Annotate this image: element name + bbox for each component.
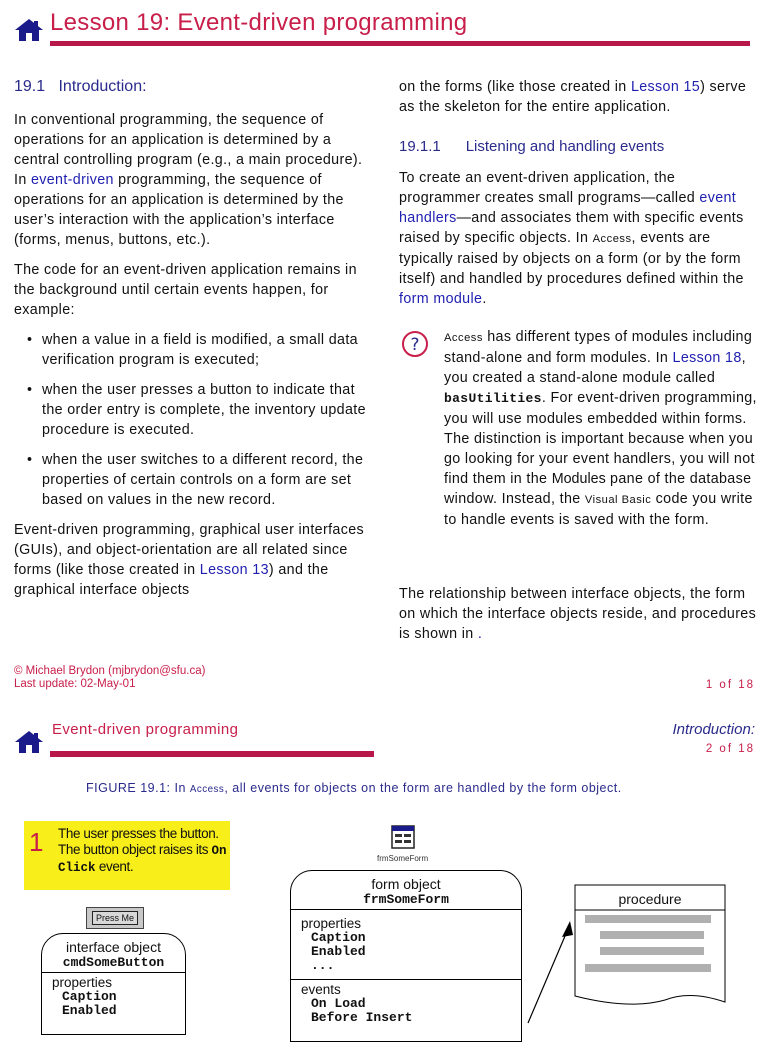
page-title: Lesson 19: Event-driven programming <box>50 9 468 36</box>
lesson-13-link[interactable]: Lesson 13 <box>199 562 269 578</box>
interface-object-box <box>41 933 186 1035</box>
skeleton-paragraph: on the forms (like those created in Lesson 15) serve as the skeleton for the entire application. <box>399 79 747 115</box>
interface-box-name: cmdSomeButton <box>62 955 165 970</box>
properties-label: properties <box>301 916 362 931</box>
properties-label: properties <box>52 975 113 990</box>
press-me-button[interactable] <box>86 907 144 929</box>
form-icon-label: frmSomeForm <box>377 854 429 863</box>
step-text: The user presses the button. The button object raises its On Click event. <box>58 826 227 875</box>
form-icon <box>391 825 415 849</box>
handlers-paragraph: To create an event-driven application, the programmer creates small programs—called event handlers—and associates them with specific events raised by specific objects. In Access, events are typically raised by objects on a form (or by the form itself) and handled by procedures defined within the form module. <box>399 170 744 307</box>
figure-19-1-link[interactable]: . <box>477 626 483 642</box>
list-item: • when the user switches to a different record, the properties of certain controls on a form are set based on values in the new record. <box>14 450 374 510</box>
form-box-name: frmSomeForm <box>363 892 449 907</box>
event-handlers-link[interactable]: event handlers <box>399 190 737 226</box>
left-column <box>14 110 374 600</box>
svg-text:?: ? <box>410 335 420 355</box>
running-section: Introduction: <box>672 721 755 738</box>
property-item: Caption <box>311 930 366 945</box>
event-driven-link[interactable]: event-driven <box>30 172 114 188</box>
intro-paragraph: In conventional programming, the sequence of operations for an application is determined by a central controlling program (e.g., a main procedure). In event-driven programming, the sequence of operations for an application is determined by the user’s interaction with the application’s interface (forms, menus, buttons, etc.). <box>14 112 363 248</box>
running-rule <box>50 751 374 757</box>
step-callout <box>24 821 230 890</box>
home-icon[interactable] <box>14 730 44 754</box>
form-module-link[interactable]: form module <box>399 291 483 307</box>
running-title: Event-driven programming <box>52 721 239 738</box>
event-item: Before Insert <box>311 1010 413 1025</box>
form-object-box <box>290 870 522 1042</box>
step-number: 1 <box>29 827 44 857</box>
press-me-label: Press Me <box>92 911 138 925</box>
procedure-label: procedure <box>618 891 682 907</box>
list-item: • when the user presses a button to indicate that the order entry is complete, the inventory update procedure is executed. <box>14 380 374 440</box>
examples-list <box>14 330 374 510</box>
relationship-paragraph: The relationship between interface objects, the form on which the interface objects reside, and procedures is shown in . <box>399 586 757 642</box>
right-column <box>399 77 759 117</box>
interface-box-title: interface object <box>66 939 161 955</box>
page-number: 2 of 18 <box>705 743 755 755</box>
footer-author: © Michael Brydon (mjbrydon@sfu.ca) <box>14 665 206 677</box>
property-item: Caption <box>62 989 117 1004</box>
call-arrow <box>520 915 580 1024</box>
lesson-18-link[interactable]: Lesson 18 <box>672 350 742 366</box>
property-item: Enabled <box>311 944 366 959</box>
page-number: 1 of 18 <box>705 679 755 691</box>
property-item: ... <box>311 958 335 973</box>
title-rule <box>50 41 750 46</box>
home-icon[interactable] <box>14 18 44 42</box>
event-item: On Load <box>311 996 366 1011</box>
subsection-heading: 19.1.1 Listening and handling events <box>399 138 665 155</box>
question-icon <box>401 330 429 358</box>
form-box-title: form object <box>371 876 441 892</box>
gui-paragraph: Event-driven programming, graphical user interfaces (GUIs), and object-orientation are all related since forms (like those created in Lesson 13) and the graphical interface objects <box>14 522 365 598</box>
note-paragraph: Access has different types of modules including stand-alone and form modules. In Lesson 18, you created a stand-alone module called basUtilities. For event-driven programming, you will use modules embedded within forms. The distinction is important because when you go looking for your event handlers, you will not find them in the Modules pane of the database window. Instead, the Visual Basic code you write to handle events is saved with the form. <box>444 329 757 528</box>
code-paragraph: The code for an event-driven application remains in the background until certain events happen, for example: <box>14 262 357 318</box>
figure-caption: FIGURE 19.1: In Access, all events for objects on the form are handled by the form object. <box>86 781 622 795</box>
section-heading: 19.1 Introduction: <box>14 78 147 95</box>
lesson-15-link[interactable]: Lesson 15 <box>630 79 701 95</box>
events-label: events <box>301 982 341 997</box>
property-item: Enabled <box>62 1003 117 1018</box>
list-item: • when a value in a field is modified, a small data verification program is executed; <box>14 330 374 370</box>
footer-update: Last update: 02-May-01 <box>14 678 136 690</box>
